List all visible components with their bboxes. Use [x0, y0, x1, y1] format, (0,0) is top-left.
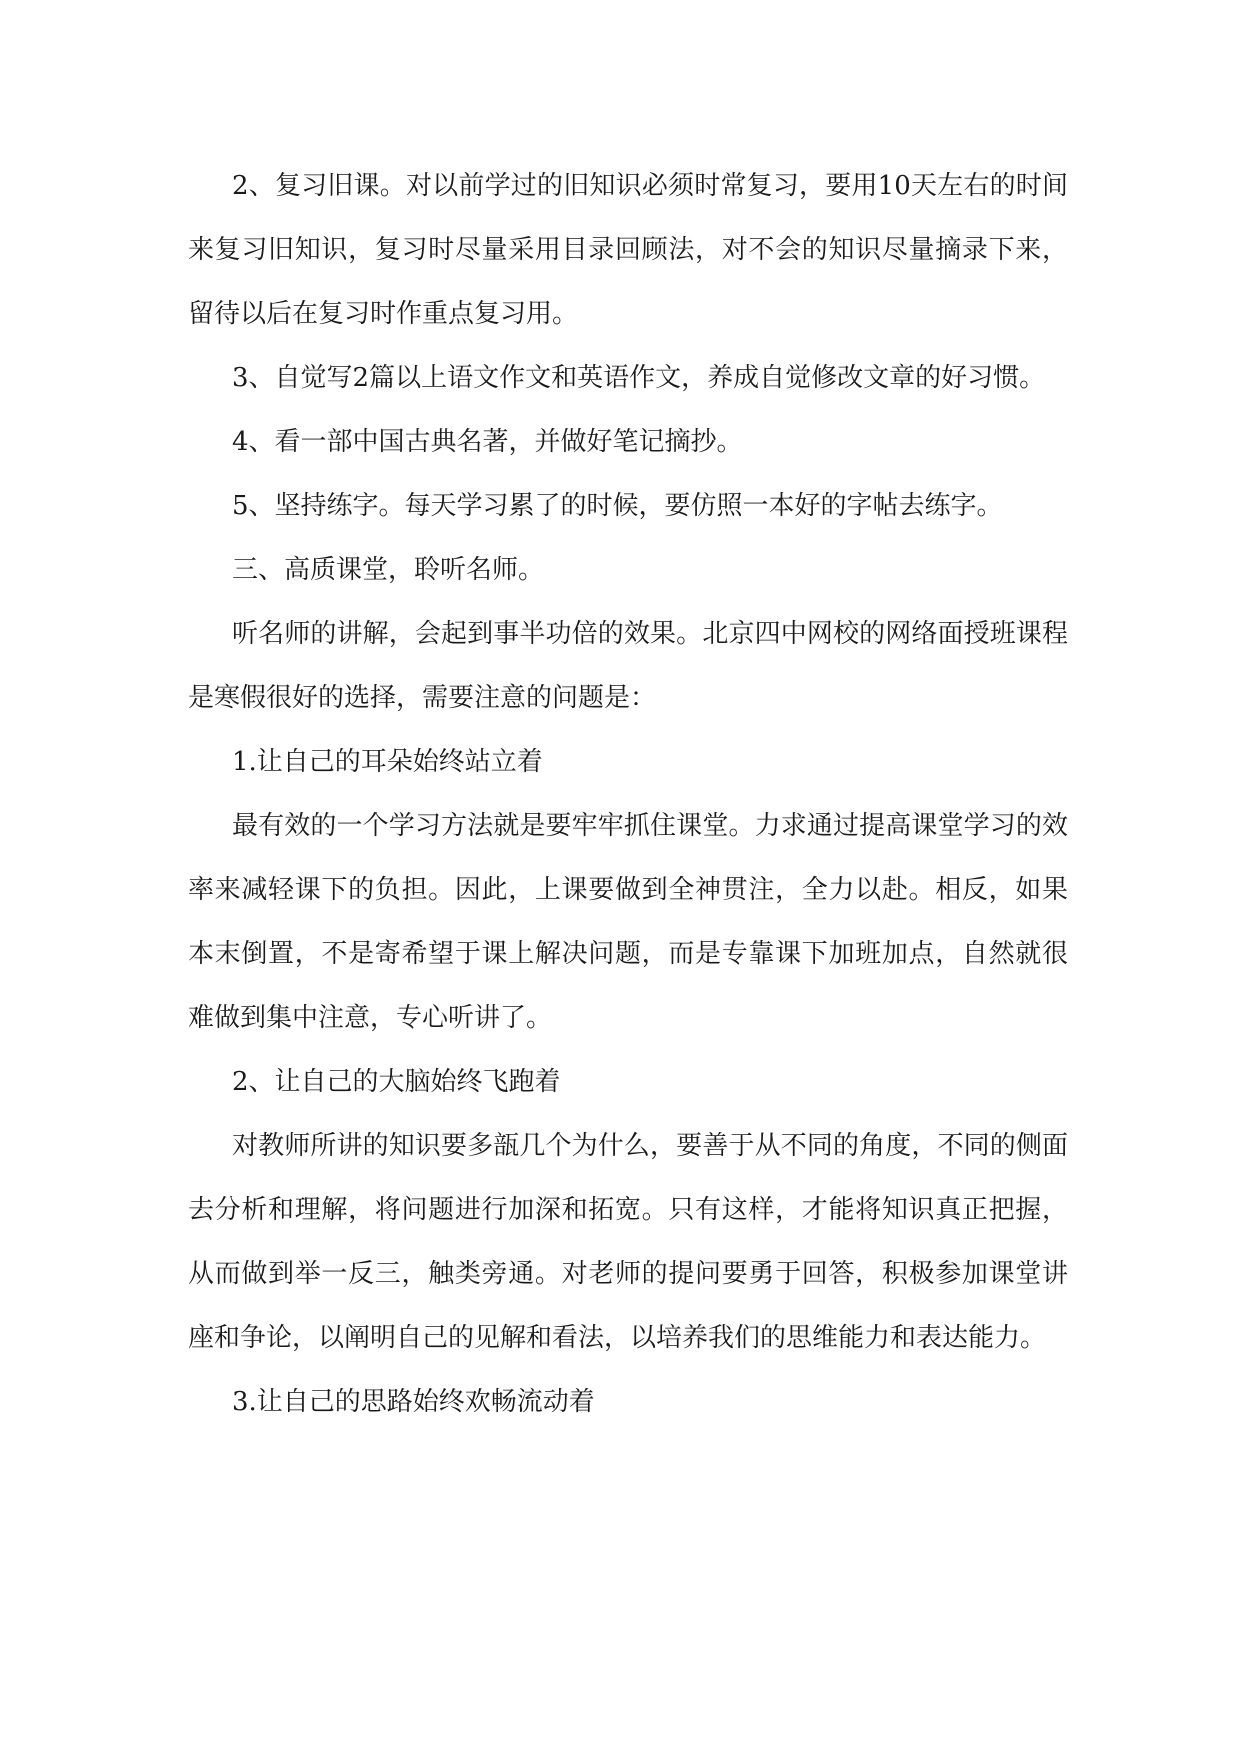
paragraph-write-essays: 3、自觉写2篇以上语文作文和英语作文，养成自觉修改文章的好习惯。: [232, 363, 1046, 393]
paragraph-ask-why: 对教师所讲的知识要多瓿几个为什么，要善于从不同的角度，不同的侧面去分析和理解，将问题进行加深和拓宽。只有这样，才能将知识真正把握，从而做到举一反三，触类旁通。对老师的提问要勇于回答，积极参加课堂讲座和争论，以阐明自己的见解和看法，以培养我们的思维能力和表达能力。: [188, 1131, 1068, 1353]
subheading-ears: 1.让自己的耳朵始终站立着: [232, 747, 543, 777]
subheading-brain: 2、让自己的大脑始终飞跑着: [232, 1067, 561, 1097]
section-heading-quality-class: 三、高质课堂，聆听名师。: [232, 555, 545, 585]
paragraph-read-classics: 4、看一部中国古典名著，并做好笔记摘抄。: [232, 427, 743, 457]
paragraph-famous-teachers: 听名师的讲解，会起到事半功倍的效果。北京四中网校的网络面授班课程是寒假很好的选择，需要注意的问题是：: [188, 619, 1068, 713]
document-body: [188, 154, 1068, 1434]
subheading-thinking: 3.让自己的思路始终欢畅流动着: [232, 1387, 595, 1417]
paragraph-review-old-lessons: 2、复习旧课。对以前学过的旧知识必须时常复习，要用10天左右的时间来复习旧知识，复习时尽量采用目录回顾法，对不会的知识尽量摘录下来，留待以后在复习时作重点复习用。: [188, 171, 1068, 329]
paragraph-practice-calligraphy: 5、坚持练字。每天学习累了的时候，要仿照一本好的字帖去练字。: [232, 491, 1003, 521]
paragraph-grasp-class: 最有效的一个学习方法就是要牢牢抓住课堂。力求通过提高课堂学习的效率来减轻课下的负担。因此，上课要做到全神贯注，全力以赴。相反，如果本末倒置，不是寄希望于课上解决问题，而是专靠课下加班加点，自然就很难做到集中注意，专心听讲了。: [188, 811, 1068, 1033]
